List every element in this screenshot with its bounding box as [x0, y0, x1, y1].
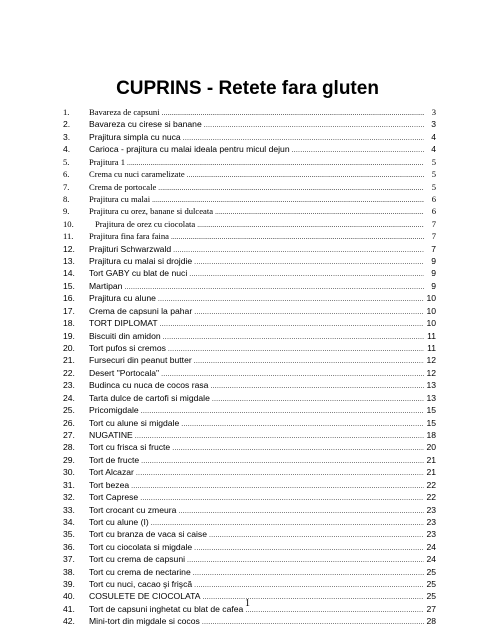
- toc-entry[interactable]: [63, 429, 436, 441]
- toc-entry-page: 25: [426, 566, 436, 577]
- toc-leader-dots: [202, 617, 424, 629]
- toc-leader-dots: [172, 443, 424, 455]
- toc-leader-dots: [187, 169, 424, 181]
- toc-entry-number: 10.: [63, 218, 74, 229]
- toc-entry-title: Bavareza cu cirese si banane: [89, 119, 202, 130]
- toc-leader-dots: [189, 269, 424, 281]
- toc-entry[interactable]: [63, 342, 436, 354]
- toc-entry-title: Crema de portocale: [89, 181, 157, 192]
- toc-leader-dots: [131, 481, 424, 493]
- toc-entry-page: 11: [427, 343, 436, 354]
- toc-entry-number: 2.: [63, 119, 71, 130]
- toc-entry[interactable]: [63, 578, 436, 590]
- toc-entry[interactable]: [63, 267, 436, 279]
- toc-entry[interactable]: [63, 615, 436, 627]
- toc-entry-title: Tort crocant cu zmeura: [89, 504, 177, 515]
- toc-entry[interactable]: [63, 218, 436, 230]
- toc-entry[interactable]: [63, 516, 436, 528]
- toc-entry-title: Prajitura cu malai si drojdie: [89, 256, 193, 267]
- toc-entry-page: 25: [426, 591, 436, 602]
- toc-leader-dots: [163, 332, 424, 344]
- toc-leader-dots: [212, 394, 424, 406]
- toc-entry-number: 6.: [63, 169, 70, 180]
- toc-leader-dots: [181, 419, 424, 431]
- toc-entry-title: Crema de capsuni la pahar: [89, 305, 193, 316]
- toc-leader-dots: [140, 493, 424, 505]
- toc-leader-dots: [158, 294, 424, 306]
- toc-entry-title: Tort cu crema de nectarine: [89, 566, 191, 577]
- toc-entry-title: Fursecuri din peanut butter: [89, 355, 192, 366]
- toc-entry[interactable]: [63, 367, 436, 379]
- toc-entry-number: 13.: [63, 256, 75, 267]
- toc-entry-page: 24: [426, 541, 436, 552]
- table-of-contents: [63, 106, 436, 628]
- toc-entry-number: 41.: [63, 603, 75, 614]
- toc-entry-title: Tort cu frisca si fructe: [89, 442, 171, 453]
- toc-entry-title: Bavareza de capsuni: [89, 107, 160, 117]
- toc-entry[interactable]: [63, 441, 436, 453]
- toc-entry-page: 9: [431, 280, 436, 291]
- toc-leader-dots: [194, 543, 424, 555]
- toc-entry[interactable]: [63, 168, 436, 180]
- toc-entry-title: Tort bezea: [89, 479, 130, 490]
- toc-entry[interactable]: [63, 491, 436, 503]
- toc-entry-number: 15.: [63, 280, 75, 291]
- toc-entry-number: 20.: [63, 343, 75, 354]
- toc-entry[interactable]: [63, 205, 436, 217]
- toc-leader-dots: [193, 568, 424, 580]
- toc-entry-page: 10: [426, 318, 436, 329]
- toc-entry-number: 29.: [63, 454, 75, 465]
- toc-leader-dots: [204, 120, 424, 132]
- toc-entry[interactable]: [63, 143, 436, 155]
- toc-entry-title: Prajitura cu malai: [89, 193, 151, 204]
- page-title: CUPRINS - Retete fara gluten: [116, 78, 379, 99]
- toc-entry[interactable]: [63, 330, 436, 342]
- toc-entry-title: Tort GABY cu blat de nuci: [89, 268, 188, 279]
- toc-leader-dots: [173, 245, 424, 257]
- toc-entry-page: 20: [426, 442, 436, 453]
- toc-entry-title: Tort cu branza de vaca si caise: [89, 529, 207, 540]
- toc-entry[interactable]: [63, 280, 436, 292]
- toc-entry-page: 15: [426, 417, 436, 428]
- toc-leader-dots: [141, 406, 424, 418]
- toc-entry-number: 38.: [63, 566, 75, 577]
- toc-entry[interactable]: [63, 305, 436, 317]
- toc-entry-page: 4: [431, 144, 436, 155]
- toc-entry-page: 12: [426, 367, 436, 378]
- toc-entry-title: Tort cu ciocolata si migdale: [89, 541, 193, 552]
- toc-entry-page: 12: [426, 355, 436, 366]
- toc-entry-number: 3.: [63, 131, 71, 142]
- toc-entry-page: 22: [426, 479, 436, 490]
- toc-entry-number: 1.: [63, 107, 70, 117]
- toc-entry-number: 34.: [63, 516, 75, 527]
- toc-entry-title: Budinca cu nuca de cocos rasa: [89, 380, 209, 391]
- toc-entry-page: 7: [431, 218, 436, 229]
- toc-entry-page: 23: [426, 516, 436, 527]
- toc-leader-dots: [135, 431, 424, 443]
- toc-leader-dots: [209, 530, 424, 542]
- toc-entry-title: Tort Alcazar: [89, 467, 134, 478]
- toc-entry-title: Martipan: [89, 280, 123, 291]
- toc-entry-number: 23.: [63, 380, 75, 391]
- toc-entry-title: Biscuiti din amidon: [89, 330, 161, 341]
- toc-entry-number: 26.: [63, 417, 75, 428]
- toc-entry-number: 4.: [63, 144, 71, 155]
- toc-entry-title: NUGATINE: [89, 429, 133, 440]
- toc-entry-number: 8.: [63, 193, 70, 204]
- toc-entry[interactable]: [63, 528, 436, 540]
- toc-leader-dots: [215, 206, 424, 218]
- toc-entry-title: Tort cu alune (I): [89, 516, 149, 527]
- toc-entry[interactable]: [63, 181, 436, 193]
- toc-entry-page: 3: [431, 119, 436, 130]
- toc-entry-number: 7.: [63, 181, 70, 192]
- toc-entry-number: 40.: [63, 591, 75, 602]
- toc-entry[interactable]: [63, 504, 436, 516]
- toc-leader-dots: [194, 580, 424, 592]
- toc-leader-dots: [168, 344, 424, 356]
- toc-entry[interactable]: [63, 392, 436, 404]
- toc-entry-title: Tort Caprese: [89, 492, 139, 503]
- toc-entry-number: 30.: [63, 467, 75, 478]
- toc-entry[interactable]: [63, 553, 436, 565]
- toc-entry-title: Prajitura cu alune: [89, 293, 156, 304]
- toc-entry-number: 5.: [63, 156, 70, 167]
- toc-entry-number: 35.: [63, 529, 75, 540]
- toc-entry[interactable]: [63, 404, 436, 416]
- toc-entry-page: 10: [426, 305, 436, 316]
- toc-entry[interactable]: [63, 292, 436, 304]
- toc-entry[interactable]: [63, 317, 436, 329]
- toc-entry[interactable]: [63, 566, 436, 578]
- toc-entry-title: Tort de capsuni inghetat cu blat de cafea: [89, 603, 244, 614]
- toc-entry-page: 21: [426, 454, 436, 465]
- toc-entry-page: 7: [431, 231, 436, 242]
- toc-entry[interactable]: [63, 156, 436, 168]
- toc-entry-page: 6: [431, 206, 436, 217]
- toc-entry-page: 5: [431, 156, 436, 167]
- toc-leader-dots: [136, 468, 424, 480]
- toc-leader-dots: [194, 356, 424, 368]
- toc-leader-dots: [124, 282, 424, 294]
- toc-entry-page: 22: [426, 492, 436, 503]
- toc-entry-page: 15: [426, 405, 436, 416]
- toc-entry-page: 7: [431, 243, 436, 254]
- toc-leader-dots: [160, 319, 424, 331]
- toc-entry-number: 32.: [63, 492, 75, 503]
- toc-entry-title: Tort de fructe: [89, 454, 140, 465]
- toc-entry[interactable]: [63, 479, 436, 491]
- toc-leader-dots: [171, 231, 424, 243]
- toc-leader-dots: [194, 307, 424, 319]
- toc-entry-title: Prajitura 1: [89, 156, 126, 167]
- toc-entry-title: Pricomigdale: [89, 405, 139, 416]
- page-number: 1: [245, 598, 250, 609]
- toc-leader-dots: [187, 555, 424, 567]
- toc-entry-title: Tort cu crema de capsuni: [89, 554, 186, 565]
- toc-entry[interactable]: [63, 230, 436, 242]
- toc-entry[interactable]: [63, 131, 436, 143]
- toc-entry-title: Prajitura de orez cu ciocolata: [95, 218, 196, 229]
- toc-leader-dots: [178, 506, 424, 518]
- toc-entry-number: 42.: [63, 616, 75, 627]
- toc-entry[interactable]: [63, 417, 436, 429]
- toc-entry-page: 13: [426, 380, 436, 391]
- toc-entry-number: 24.: [63, 392, 75, 403]
- toc-entry-number: 12.: [63, 243, 75, 254]
- toc-leader-dots: [158, 182, 424, 194]
- toc-leader-dots: [194, 257, 424, 269]
- toc-entry-title: Prajituri Schwarzwald: [89, 243, 172, 254]
- toc-entry-title: Tort pufos si cremos: [89, 343, 166, 354]
- toc-entry-title: TORT DIPLOMAT: [89, 318, 158, 329]
- toc-entry-number: 19.: [63, 330, 75, 341]
- toc-entry[interactable]: [63, 354, 436, 366]
- toc-entry[interactable]: [63, 118, 436, 130]
- toc-entry-page: 5: [431, 181, 436, 192]
- toc-entry-page: 25: [426, 579, 436, 590]
- toc-entry-number: 25.: [63, 405, 75, 416]
- toc-entry-page: 23: [426, 529, 436, 540]
- toc-entry-page: 4: [431, 131, 436, 142]
- toc-entry[interactable]: [63, 255, 436, 267]
- toc-entry[interactable]: [63, 243, 436, 255]
- toc-entry-title: COSULETE DE CIOCOLATA: [89, 591, 201, 602]
- toc-entry-number: 18.: [63, 318, 75, 329]
- toc-entry-number: 31.: [63, 479, 75, 490]
- toc-entry-title: Mini-tort din migdale si cocos: [89, 616, 200, 627]
- toc-entry-title: Prajitura fina fara faina: [89, 231, 169, 242]
- toc-entry-title: Desert "Portocala": [89, 367, 160, 378]
- toc-entry-page: 3: [431, 107, 436, 117]
- toc-entry-page: 9: [431, 256, 436, 267]
- toc-leader-dots: [197, 219, 424, 231]
- toc-entry-title: Tort cu alune si migdale: [89, 417, 180, 428]
- toc-entry-number: 16.: [63, 293, 75, 304]
- toc-entry-page: 21: [426, 467, 436, 478]
- toc-entry-number: 11.: [63, 231, 74, 242]
- toc-entry-number: 21.: [63, 355, 75, 366]
- toc-entry[interactable]: [63, 379, 436, 391]
- toc-entry-number: 17.: [63, 305, 75, 316]
- toc-entry-number: 9.: [63, 206, 70, 217]
- toc-entry-number: 33.: [63, 504, 75, 515]
- toc-entry-page: 28: [426, 616, 436, 627]
- toc-leader-dots: [141, 456, 424, 468]
- toc-entry-page: 18: [426, 429, 436, 440]
- toc-entry-number: 28.: [63, 442, 75, 453]
- toc-entry-number: 36.: [63, 541, 75, 552]
- toc-entry-number: 39.: [63, 579, 75, 590]
- toc-entry-page: 13: [426, 392, 436, 403]
- toc-entry-page: 6: [431, 193, 436, 204]
- toc-entry-page: 5: [431, 169, 436, 180]
- toc-entry-title: Prajitura cu orez, banane si dulceata: [89, 206, 214, 217]
- toc-entry[interactable]: [63, 541, 436, 553]
- toc-entry-number: 14.: [63, 268, 75, 279]
- toc-entry-page: 27: [426, 603, 436, 614]
- toc-entry-number: 27.: [63, 429, 75, 440]
- toc-entry-number: 37.: [63, 554, 75, 565]
- toc-entry-number: 22.: [63, 367, 75, 378]
- toc-entry-page: 23: [426, 504, 436, 515]
- toc-entry-title: Carioca - prajitura cu malai ideala pentru micul dejun: [89, 144, 290, 155]
- toc-entry[interactable]: [63, 454, 436, 466]
- toc-entry-title: Prajitura simpla cu nuca: [89, 131, 181, 142]
- toc-entry-title: Crema cu nuci caramelizate: [89, 169, 185, 180]
- toc-entry-title: Tort cu nuci, cacao şi frişcă: [89, 579, 193, 590]
- toc-entry[interactable]: [63, 193, 436, 205]
- toc-entry-page: 9: [431, 268, 436, 279]
- toc-entry-page: 24: [426, 554, 436, 565]
- toc-entry-page: 10: [426, 293, 436, 304]
- toc-entry-title: Tarta dulce de cartofi si migdale: [89, 392, 210, 403]
- toc-entry-page: 11: [427, 330, 436, 341]
- toc-entry[interactable]: [63, 106, 436, 118]
- toc-entry[interactable]: [63, 466, 436, 478]
- toc-leader-dots: [210, 381, 424, 393]
